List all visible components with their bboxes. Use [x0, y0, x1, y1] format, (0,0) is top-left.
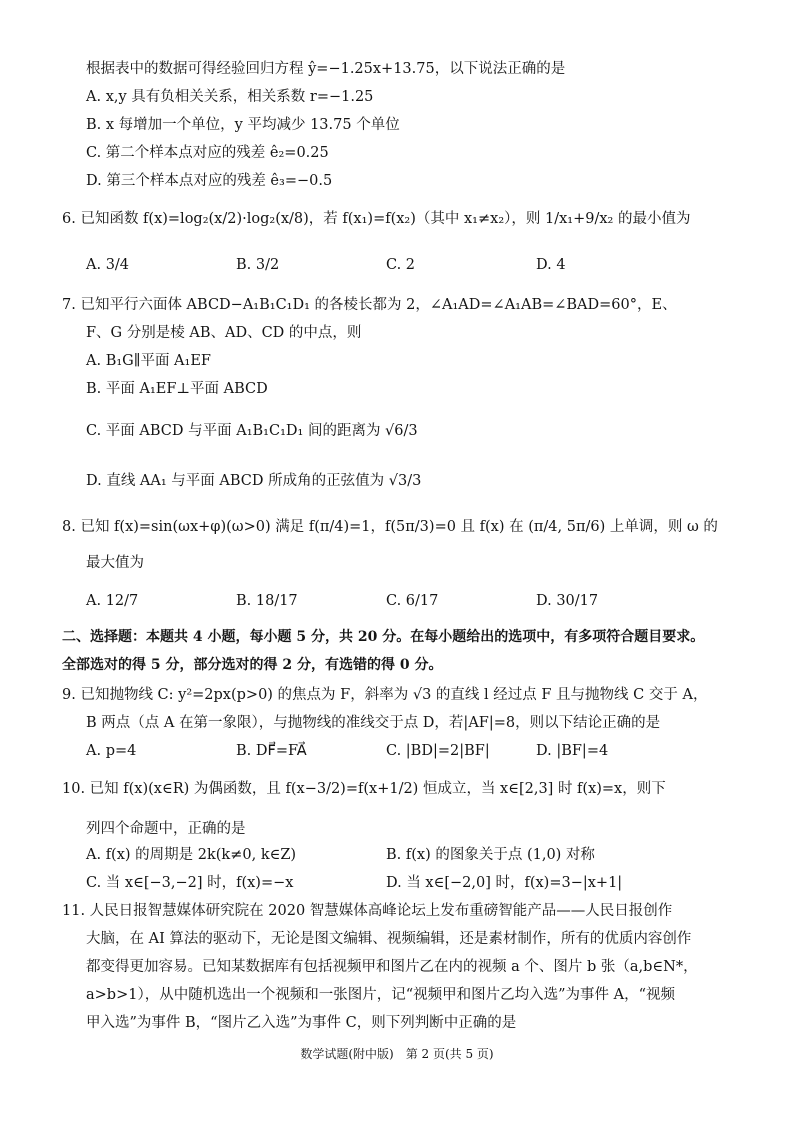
q11-stem-line4: a>b>1），从中随机选出一个视频和一张图片，记“视频甲和图片乙均入选”为事件 A，“视频: [86, 987, 676, 1003]
q10-option-c: C. 当 x∈[−3,−2] 时，f(x)=−x: [86, 875, 294, 891]
q9-option-a: A. p=4: [86, 743, 137, 759]
q6-option-b: B. 3/2: [236, 257, 280, 273]
q9-stem-cont: B 两点（点 A 在第一象限），与抛物线的准线交于点 D，若|AF|=8，则以下结论正确的是: [86, 715, 661, 731]
q9-option-b: B. DF⃗=FA⃗: [236, 743, 307, 759]
q8-option-c: C. 6/17: [386, 593, 439, 609]
q11-stem-line1: 11. 人民日报智慧媒体研究院在 2020 智慧媒体高峰论坛上发布重磅智能产品——人民日报创作: [62, 903, 673, 919]
q9-options: [86, 740, 608, 762]
q5-option-d: D. 第三个样本点对应的残差 ê₃=−0.5: [86, 173, 333, 189]
q7-option-a: A. B₁G∥平面 A₁EF: [86, 353, 211, 369]
q8-option-d: D. 30/17: [536, 593, 599, 609]
q11-stem-line5: 甲入选”为事件 B，“图片乙入选”为事件 C，则下列判断中正确的是: [86, 1015, 517, 1031]
q9-option-c: C. |BD|=2|BF|: [386, 743, 490, 759]
q9-stem: 9. 已知抛物线 C: y²=2px(p>0) 的焦点为 F，斜率为 √3 的直线 l 经过点 F 且与抛物线 C 交于 A，: [62, 687, 708, 703]
q5-option-b: B. x 每增加一个单位，y 平均减少 13.75 个单位: [86, 117, 400, 133]
q5-option-a: A. x,y 具有负相关关系，相关系数 r=−1.25: [86, 89, 374, 105]
q11-stem-line2: 大脑，在 AI 算法的驱动下，无论是图文编辑、视频编辑，还是素材制作，所有的优质内容创作: [86, 931, 692, 947]
q10-stem-cont: 列四个命题中，正确的是: [86, 821, 246, 837]
q5-option-c: C. 第二个样本点对应的残差 ê₂=0.25: [86, 145, 329, 161]
q10-options-row1: [86, 844, 595, 866]
q8-stem-cont: 最大值为: [86, 555, 144, 571]
q6-options: [86, 254, 566, 276]
q6-option-d: D. 4: [536, 257, 566, 273]
q7-stem: 7. 已知平行六面体 ABCD−A₁B₁C₁D₁ 的各棱长都为 2，∠A₁AD=∠A₁AB=∠BAD=60°，E、: [62, 297, 677, 313]
q9-option-d: D. |BF|=4: [536, 743, 609, 759]
section-2-heading: 二、选择题：本题共 4 小题，每小题 5 分，共 20 分。在每小题给出的选项中，有多项符合题目要求。: [62, 629, 705, 645]
section-2-heading-cont: 全部选对的得 5 分，部分选对的得 2 分，有选错的得 0 分。: [62, 657, 443, 673]
q10-option-d: D. 当 x∈[−2,0] 时，f(x)=3−|x+1|: [386, 875, 623, 891]
q10-stem: 10. 已知 f(x)(x∈R) 为偶函数，且 f(x−3/2)=f(x+1/2) 恒成立，当 x∈[2,3] 时 f(x)=x，则下: [62, 781, 666, 797]
q11-stem-line3: 都变得更加容易。已知某数据库有包括视频甲和图片乙在内的视频 a 个、图片 b 张（a,b∈N*，: [86, 959, 698, 975]
q6-option-c: C. 2: [386, 257, 416, 273]
q8-option-b: B. 18/17: [236, 593, 298, 609]
q8-option-a: A. 12/7: [86, 593, 139, 609]
q8-options: [86, 590, 598, 612]
q7-option-d: D. 直线 AA₁ 与平面 ABCD 所成角的正弦值为 √3/3: [86, 473, 422, 489]
q7-stem-cont: F、G 分别是棱 AB、AD、CD 的中点，则: [86, 325, 362, 341]
page-footer: 数学试题(附中版) 第 2 页(共 5 页): [300, 1047, 494, 1061]
q8-stem: 8. 已知 f(x)=sin(ωx+φ)(ω>0) 满足 f(π/4)=1，f(5π/3)=0 且 f(x) 在 (π/4, 5π/6) 上单调，则 ω 的: [62, 519, 718, 535]
q7-option-c: C. 平面 ABCD 与平面 A₁B₁C₁D₁ 间的距离为 √6/3: [86, 423, 418, 439]
q10-options-row2: [86, 872, 622, 894]
q6-option-a: A. 3/4: [86, 257, 130, 273]
q5-stem: 根据表中的数据可得经验回归方程 ŷ=−1.25x+13.75，以下说法正确的是: [86, 61, 566, 77]
q10-option-b: B. f(x) 的图象关于点 (1,0) 对称: [386, 847, 595, 863]
q10-option-a: A. f(x) 的周期是 2k(k≠0, k∈Z): [86, 847, 297, 863]
q6-stem: 6. 已知函数 f(x)=log₂(x/2)·log₂(x/8)，若 f(x₁)=f(x₂)（其中 x₁≠x₂），则 1/x₁+9/x₂ 的最小值为: [62, 211, 691, 227]
q7-option-b: B. 平面 A₁EF⊥平面 ABCD: [86, 381, 268, 397]
